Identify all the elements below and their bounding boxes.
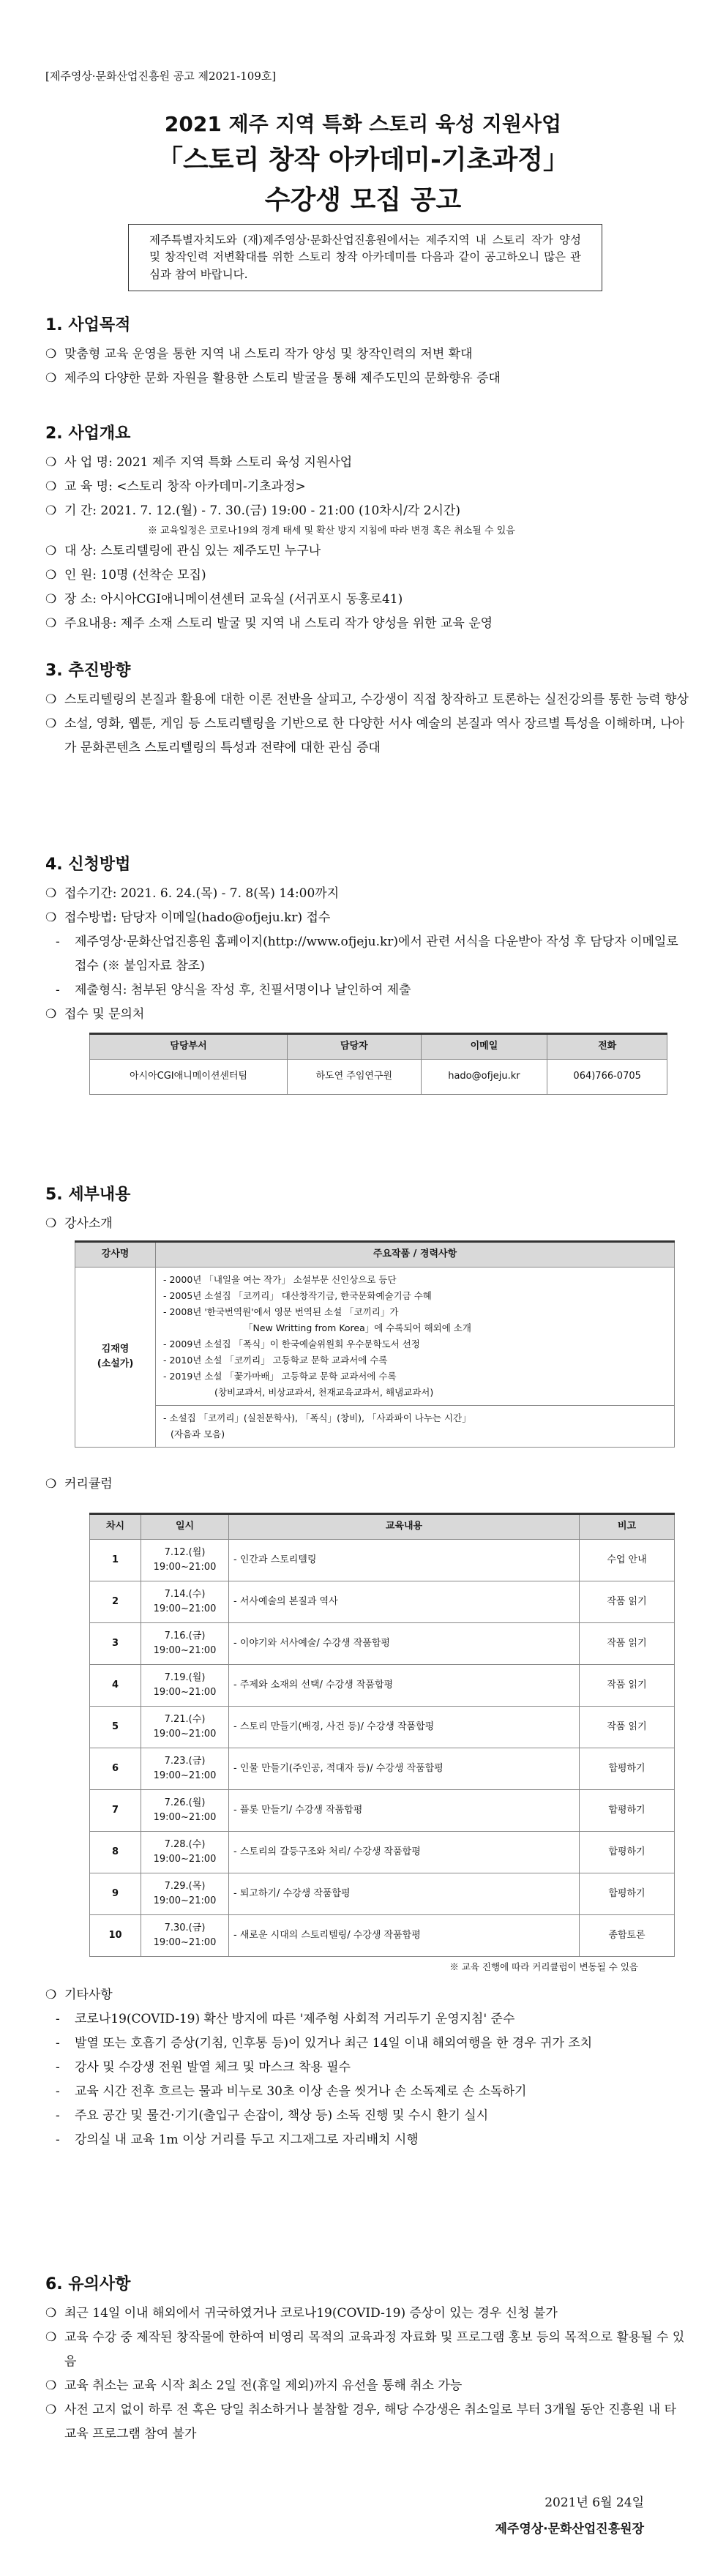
table-row — [90, 1059, 667, 1094]
table-cell: hado@ofjeju.kr — [421, 1059, 547, 1094]
list-item-text: 사 업 명: 2021 제주 지역 특화 스토리 육성 지원사업 — [64, 455, 353, 470]
section-application — [45, 853, 689, 1095]
works-line: - 소설집 「코끼리」(실천문학사), 「폭식」(창비), 「사과파이 나누는 시간」 — [163, 1412, 471, 1423]
sub-list-item: - 코로나19(COVID-19) 확산 방지에 따른 '제주형 사회적 거리두기 운영지침' 준수 — [56, 2011, 515, 2026]
table-cell: 하도연 주임연구원 — [288, 1059, 421, 1094]
footer-organization: 제주영상·문화산업진흥원장 — [495, 2522, 644, 2536]
table-header-row — [75, 1242, 675, 1268]
table-header: 이메일 — [421, 1034, 547, 1060]
sub-list-item: - 강사 및 수강생 전원 발열 체크 및 마스크 착용 필수 — [56, 2059, 351, 2075]
session-note: 합평하기 — [580, 1831, 675, 1873]
list-item: ❍ 최근 14일 이내 해외에서 귀국하였거나 코로나19(COVID-19) 증상이 있는 경우 신청 불가 — [45, 2306, 558, 2321]
session-datetime-line: 7.29.(목) — [164, 1880, 206, 1892]
sub-list-item: - 강의실 내 교육 1m 이상 거리를 두고 지그재그로 자리배치 시행 — [56, 2132, 419, 2147]
table-cell: 아시아CGI애니메이션센터팀 — [90, 1059, 288, 1094]
session-datetime — [141, 1748, 229, 1789]
table-header: 담당자 — [288, 1034, 421, 1060]
list-item: ❍ 맞춤형 교육 운영을 통한 지역 내 스토리 작가 양성 및 창작인력의 저변 확대 — [45, 347, 473, 362]
list-item: ❍ 사전 고지 없이 하루 전 혹은 당일 취소하거나 불참할 경우, 해당 수강생은 취소일로 부터 3개월 동안 진흥원 내 타 교육 프로그램 참여 불가 — [45, 2403, 677, 2441]
session-number: 6 — [90, 1748, 141, 1789]
section-title: 6. 유의사항 — [45, 2275, 131, 2294]
list-item: ❍ 제주의 다양한 문화 자원을 활용한 스토리 발굴을 통해 제주도민의 문화향유 증대 — [45, 371, 501, 386]
session-datetime-line: 19:00~21:00 — [153, 1770, 217, 1781]
table-row — [90, 1581, 675, 1622]
list-item-text: 커리큘럼 — [64, 1476, 113, 1491]
list-item: ❍ 교 육 명: <스토리 창작 아카데미-기초과정> — [45, 479, 306, 494]
list-item-text: 스토리텔링의 본질과 활용에 대한 이론 전반을 살피고, 수강생이 직접 창작하고 토론하는 실전강의를 통한 능력 향상 — [64, 692, 689, 707]
section-title: 4. 신청방법 — [45, 855, 131, 874]
instructor-name-cell — [75, 1267, 156, 1447]
session-content: - 새로운 시대의 스토리텔링/ 수강생 작품합평 — [229, 1914, 580, 1956]
table-row — [75, 1267, 675, 1405]
list-item-text: 주요내용: 제주 소재 스토리 발굴 및 지역 내 스토리 작가 양성을 위한 교육 운영 — [64, 616, 493, 631]
sub-list-item: - 발열 또는 호흡기 증상(기침, 인후통 등)이 있거나 최근 14일 이내 해외여행을 한 경우 귀가 조치 — [56, 2035, 593, 2051]
session-note: 종합토론 — [580, 1914, 675, 1956]
sub-list-item: - 제출형식: 첨부된 양식을 작성 후, 친필서명이나 날인하여 제출 — [56, 983, 411, 997]
sub-list-item-text: 강사 및 수강생 전원 발열 체크 및 마스크 착용 필수 — [75, 2059, 351, 2075]
list-item: ❍ 기 간: 2021. 7. 12.(월) - 7. 30.(금) 19:00 - 21:00 (10차시/각 2시간) — [45, 503, 460, 518]
session-content: - 플롯 만들기/ 수강생 작품합평 — [229, 1789, 580, 1831]
list-item-text: 장 소: 아시아CGI애니메이션센터 교육실 (서귀포시 동홍로41) — [64, 592, 403, 607]
session-number: 3 — [90, 1622, 141, 1664]
session-note: 작품 읽기 — [580, 1581, 675, 1622]
session-note: 합평하기 — [580, 1873, 675, 1914]
table-header: 교육내용 — [229, 1513, 580, 1539]
sub-list-item-text: 제주영상·문화산업진흥원 홈페이지(http://www.ofjeju.kr)에서 관련 서식을 다운받아 작성 후 담당자 이메일로 접수 (※ 붙임자료 참조) — [75, 935, 678, 973]
list-item-text: 교육 수강 중 제작된 창작물에 한하여 비영리 목적의 교육과정 자료화 및 프로그램 홍보 등의 목적으로 활용될 수 있음 — [64, 2330, 685, 2369]
list-item-text: 맞춤형 교육 운영을 통한 지역 내 스토리 작가 양성 및 창작인력의 저변 확대 — [64, 347, 473, 362]
session-number: 7 — [90, 1789, 141, 1831]
curriculum-note: ※ 교육 진행에 따라 커리큘럼이 변동될 수 있음 — [449, 1961, 638, 1972]
session-note: 합평하기 — [580, 1748, 675, 1789]
session-datetime-line: 19:00~21:00 — [153, 1936, 217, 1948]
table-row — [90, 1914, 675, 1956]
intro-box: 제주특별자치도와 (재)제주영상·문화산업진흥원에서는 제주지역 내 스토리 작가 양성 및 창작인력 저변확대를 위한 스토리 창작 아카데미를 다음과 같이 공고하오니 많은 관심과 참여 바랍니다. — [128, 224, 602, 291]
instructor-name: 김재영 — [101, 1343, 130, 1355]
sub-list-item-text: 주요 공간 및 물건·기기(출입구 손잡이, 책상 등) 소독 진행 및 수시 환기 실시 — [75, 2108, 489, 2123]
session-datetime — [141, 1706, 229, 1748]
session-datetime-line: 7.21.(수) — [164, 1713, 206, 1725]
session-datetime-line: 7.16.(금) — [164, 1630, 206, 1641]
list-item-text: 사전 고지 없이 하루 전 혹은 당일 취소하거나 불참할 경우, 해당 수강생은 취소일로 부터 3개월 동안 진흥원 내 타 교육 프로그램 참여 불가 — [64, 2403, 677, 2441]
session-content: - 주제와 소재의 선택/ 수강생 작품합평 — [229, 1664, 580, 1706]
title-block — [0, 108, 726, 221]
session-number: 5 — [90, 1706, 141, 1748]
list-item: ❍ 강사소개 — [45, 1216, 113, 1231]
session-note: 작품 읽기 — [580, 1706, 675, 1748]
list-item: ❍ 소설, 영화, 웹툰, 게임 등 스토리텔링을 기반으로 한 다양한 서사 예술의 본질과 역사 장르별 특성을 이해하며, 나아가 문화콘텐츠 스토리텔링의 특성과 전략에 대한 관심 증대 — [45, 716, 685, 755]
list-item-text: 인 원: 10명 (선착순 모집) — [64, 568, 206, 583]
period-note: ※ 교육일정은 코로나19의 경계 태세 및 확산 방지 지침에 따라 변경 혹은 취소될 수 있음 — [148, 525, 515, 536]
works-line: (자음과 모음) — [171, 1428, 225, 1439]
list-item: ❍ 스토리텔링의 본질과 활용에 대한 이론 전반을 살피고, 수강생이 직접 창작하고 토론하는 실전강의를 통한 능력 향상 — [45, 692, 689, 707]
table-row — [90, 1622, 675, 1664]
footer — [495, 2490, 644, 2542]
sub-list-item-text: 제출형식: 첨부된 양식을 작성 후, 친필서명이나 날인하여 제출 — [75, 983, 411, 997]
list-item-text: 제주의 다양한 문화 자원을 활용한 스토리 발굴을 통해 제주도민의 문화향유 증대 — [64, 371, 501, 386]
table-header: 전화 — [547, 1034, 667, 1060]
table-row — [90, 1831, 675, 1873]
section-title: 2. 사업개요 — [45, 424, 131, 443]
sub-list-item: - 주요 공간 및 물건·기기(출입구 손잡이, 책상 등) 소독 진행 및 수시 환기 실시 — [56, 2108, 489, 2123]
list-item: ❍ 사 업 명: 2021 제주 지역 특화 스토리 육성 지원사업 — [45, 455, 353, 470]
list-item: ❍ 기타사항 — [45, 1987, 113, 2002]
table-header: 비고 — [580, 1513, 675, 1539]
session-datetime — [141, 1539, 229, 1581]
instructor-works — [156, 1405, 675, 1447]
section-title: 5. 세부내용 — [45, 1186, 131, 1204]
sub-list-item-text: 발열 또는 호흡기 증상(기침, 인후통 등)이 있거나 최근 14일 이내 해외여행을 한 경우 귀가 조치 — [75, 2035, 593, 2051]
session-datetime-line: 7.28.(수) — [164, 1838, 206, 1850]
session-datetime-line: 7.30.(금) — [164, 1922, 206, 1933]
table-row — [90, 1748, 675, 1789]
sub-list-item-text: 강의실 내 교육 1m 이상 거리를 두고 지그재그로 자리배치 시행 — [75, 2132, 419, 2147]
session-number: 2 — [90, 1581, 141, 1622]
section-details — [45, 1183, 689, 2152]
list-item-text: 교육 취소는 교육 시작 최소 2일 전(휴일 제외)까지 유선을 통해 취소 가능 — [64, 2378, 463, 2393]
session-note: 작품 읽기 — [580, 1622, 675, 1664]
session-datetime-line: 19:00~21:00 — [153, 1811, 217, 1823]
session-note: 수업 안내 — [580, 1539, 675, 1581]
table-row — [90, 1664, 675, 1706]
history-line: - 2010년 소설 「코끼리」 고등학교 문학 교과서에 수록 — [163, 1354, 388, 1366]
table-header-row — [90, 1034, 667, 1060]
title-line-1: 2021 제주 지역 특화 스토리 육성 지원사업 — [164, 112, 562, 136]
session-datetime-line: 19:00~21:00 — [153, 1603, 217, 1614]
history-line: - 2005년 소설집 「코끼리」 대산창작기금, 한국문화예술기금 수혜 — [163, 1289, 432, 1301]
sub-list-item: - 교육 시간 전후 흐르는 물과 비누로 30초 이상 손을 씻거나 손 소독제로 손 소독하기 — [56, 2083, 527, 2099]
session-datetime-line: 19:00~21:00 — [153, 1644, 217, 1656]
session-datetime-line: 19:00~21:00 — [153, 1895, 217, 1906]
list-item: ❍ 장 소: 아시아CGI애니메이션센터 교육실 (서귀포시 동홍로41) — [45, 592, 403, 607]
contact-table — [89, 1033, 667, 1095]
history-line: - 2009년 소설집 「폭식」이 한국예술위원회 우수문학도서 선정 — [163, 1338, 420, 1349]
section-cautions — [45, 2272, 689, 2446]
table-header: 주요작품 / 경력사항 — [156, 1242, 675, 1268]
list-item: ❍ 인 원: 10명 (선착순 모집) — [45, 568, 206, 583]
curriculum-body — [90, 1539, 675, 1956]
table-header: 차시 — [90, 1513, 141, 1539]
instructor-history — [156, 1267, 675, 1405]
footer-date: 2021년 6월 24일 — [544, 2496, 644, 2510]
list-item-text: 대 상: 스토리텔링에 관심 있는 제주도민 누구나 — [64, 544, 321, 558]
list-item: ❍ 접수기간: 2021. 6. 24.(목) - 7. 8(목) 14:00까지 — [45, 886, 340, 901]
session-datetime — [141, 1873, 229, 1914]
session-content: - 인간과 스토리텔링 — [229, 1539, 580, 1581]
list-item-text: 기타사항 — [64, 1987, 113, 2002]
list-item-text: 기 간: 2021. 7. 12.(월) - 7. 30.(금) 19:00 - 21:00 (10차시/각 2시간) — [64, 503, 460, 518]
session-content: - 이야기와 서사예술/ 수강생 작품합평 — [229, 1622, 580, 1664]
session-number: 1 — [90, 1539, 141, 1581]
history-line: (창비교과서, 비상교과서, 천재교육교과서, 해냄교과서) — [214, 1386, 434, 1398]
session-datetime — [141, 1914, 229, 1956]
sub-list-item: - 제주영상·문화산업진흥원 홈페이지(http://www.ofjeju.kr)에서 관련 서식을 다운받아 작성 후 담당자 이메일로 접수 (※ 붙임자료 참조) — [56, 935, 678, 973]
session-datetime-line: 19:00~21:00 — [153, 1728, 217, 1740]
list-item: ❍ 교육 취소는 교육 시작 최소 2일 전(휴일 제외)까지 유선을 통해 취소 가능 — [45, 2378, 463, 2393]
list-item: ❍ 교육 수강 중 제작된 창작물에 한하여 비영리 목적의 교육과정 자료화 및 프로그램 홍보 등의 목적으로 활용될 수 있음 — [45, 2330, 685, 2369]
list-item-text: 접수방법: 담당자 이메일(hado@ofjeju.kr) 접수 — [64, 910, 331, 925]
section-direction — [45, 659, 689, 760]
session-datetime-line: 7.23.(금) — [164, 1755, 206, 1767]
instructor-table — [75, 1240, 675, 1448]
list-item: ❍ 접수방법: 담당자 이메일(hado@ofjeju.kr) 접수 — [45, 910, 331, 925]
session-number: 4 — [90, 1664, 141, 1706]
section-overview — [45, 422, 689, 636]
table-header-row — [90, 1513, 675, 1539]
session-datetime-line: 7.12.(월) — [164, 1546, 206, 1558]
session-note: 작품 읽기 — [580, 1664, 675, 1706]
history-line: 「New Writting from Korea」에 수록되어 해외에 소개 — [244, 1322, 471, 1333]
session-datetime-line: 19:00~21:00 — [153, 1686, 217, 1698]
table-cell: 064)766-0705 — [547, 1059, 667, 1094]
session-datetime-line: 7.19.(월) — [164, 1671, 206, 1683]
session-datetime-line: 7.14.(수) — [164, 1588, 206, 1600]
session-datetime — [141, 1622, 229, 1664]
session-note: 합평하기 — [580, 1789, 675, 1831]
session-number: 8 — [90, 1831, 141, 1873]
sub-list-item-text: 코로나19(COVID-19) 확산 방지에 따른 '제주형 사회적 거리두기 운영지침' 준수 — [75, 2011, 515, 2026]
list-item-text: 최근 14일 이내 해외에서 귀국하였거나 코로나19(COVID-19) 증상이 있는 경우 신청 불가 — [64, 2306, 558, 2321]
session-datetime-line: 7.26.(월) — [164, 1797, 206, 1808]
sub-list-item-text: 교육 시간 전후 흐르는 물과 비누로 30초 이상 손을 씻거나 손 소독제로 손 소독하기 — [75, 2083, 527, 2099]
session-content: - 인물 만들기(주인공, 적대자 등)/ 수강생 작품합평 — [229, 1748, 580, 1789]
list-item: ❍ 접수 및 문의처 — [45, 1007, 145, 1022]
list-item-text: 교 육 명: <스토리 창작 아카데미-기초과정> — [64, 479, 306, 494]
list-item-text: 강사소개 — [64, 1216, 113, 1231]
notice-number: [제주영상·문화산업진흥원 공고 제2021-109호] — [45, 70, 277, 83]
list-item-text: 접수 및 문의처 — [64, 1007, 145, 1022]
table-header: 강사명 — [75, 1242, 156, 1268]
session-content: - 퇴고하기/ 수강생 작품합평 — [229, 1873, 580, 1914]
session-datetime — [141, 1664, 229, 1706]
table-row — [75, 1405, 675, 1447]
title-line-3: 수강생 모집 공고 — [264, 185, 462, 215]
session-content: - 스토리의 갈등구조와 처리/ 수강생 작품합평 — [229, 1831, 580, 1873]
list-item-text: 접수기간: 2021. 6. 24.(목) - 7. 8(목) 14:00까지 — [64, 886, 340, 901]
session-content: - 서사예술의 본질과 역사 — [229, 1581, 580, 1622]
list-item: ❍ 주요내용: 제주 소재 스토리 발굴 및 지역 내 스토리 작가 양성을 위한 교육 운영 — [45, 616, 493, 631]
list-item-text: 소설, 영화, 웹툰, 게임 등 스토리텔링을 기반으로 한 다양한 서사 예술의 본질과 역사 장르별 특성을 이해하며, 나아가 문화콘텐츠 스토리텔링의 특성과 전략에 대한 관심 증대 — [64, 716, 685, 755]
table-row — [90, 1706, 675, 1748]
instructor-role: (소설가) — [97, 1358, 134, 1370]
section-title: 1. 사업목적 — [45, 316, 131, 334]
session-datetime — [141, 1831, 229, 1873]
session-datetime-line: 19:00~21:00 — [153, 1561, 217, 1573]
session-content: - 스토리 만들기(배경, 사건 등)/ 수강생 작품합평 — [229, 1706, 580, 1748]
history-line: - 2000년 「내일을 여는 작가」 소설부문 신인상으로 등단 — [163, 1273, 397, 1285]
section-purpose — [45, 313, 689, 391]
history-line: - 2008년 '한국번역원'에서 영문 번역된 소설 「코끼리」가 — [163, 1306, 399, 1317]
list-item: ❍ 커리큘럼 — [45, 1476, 113, 1491]
curriculum-table — [89, 1513, 675, 1957]
session-datetime-line: 19:00~21:00 — [153, 1853, 217, 1865]
table-header: 일시 — [141, 1513, 229, 1539]
list-item: ❍ 대 상: 스토리텔링에 관심 있는 제주도민 누구나 — [45, 544, 321, 558]
table-row — [90, 1873, 675, 1914]
history-line: - 2019년 소설 「꽃가마배」 고등학교 문학 교과서에 수록 — [163, 1370, 397, 1382]
session-datetime — [141, 1581, 229, 1622]
session-datetime — [141, 1789, 229, 1831]
table-row — [90, 1539, 675, 1581]
section-title: 3. 추진방향 — [45, 662, 131, 680]
session-number: 10 — [90, 1914, 141, 1956]
table-row — [90, 1789, 675, 1831]
title-line-2: 「스토리 창작 아카데미-기초과정」 — [156, 145, 570, 175]
table-header: 담당부서 — [90, 1034, 288, 1060]
session-number: 9 — [90, 1873, 141, 1914]
